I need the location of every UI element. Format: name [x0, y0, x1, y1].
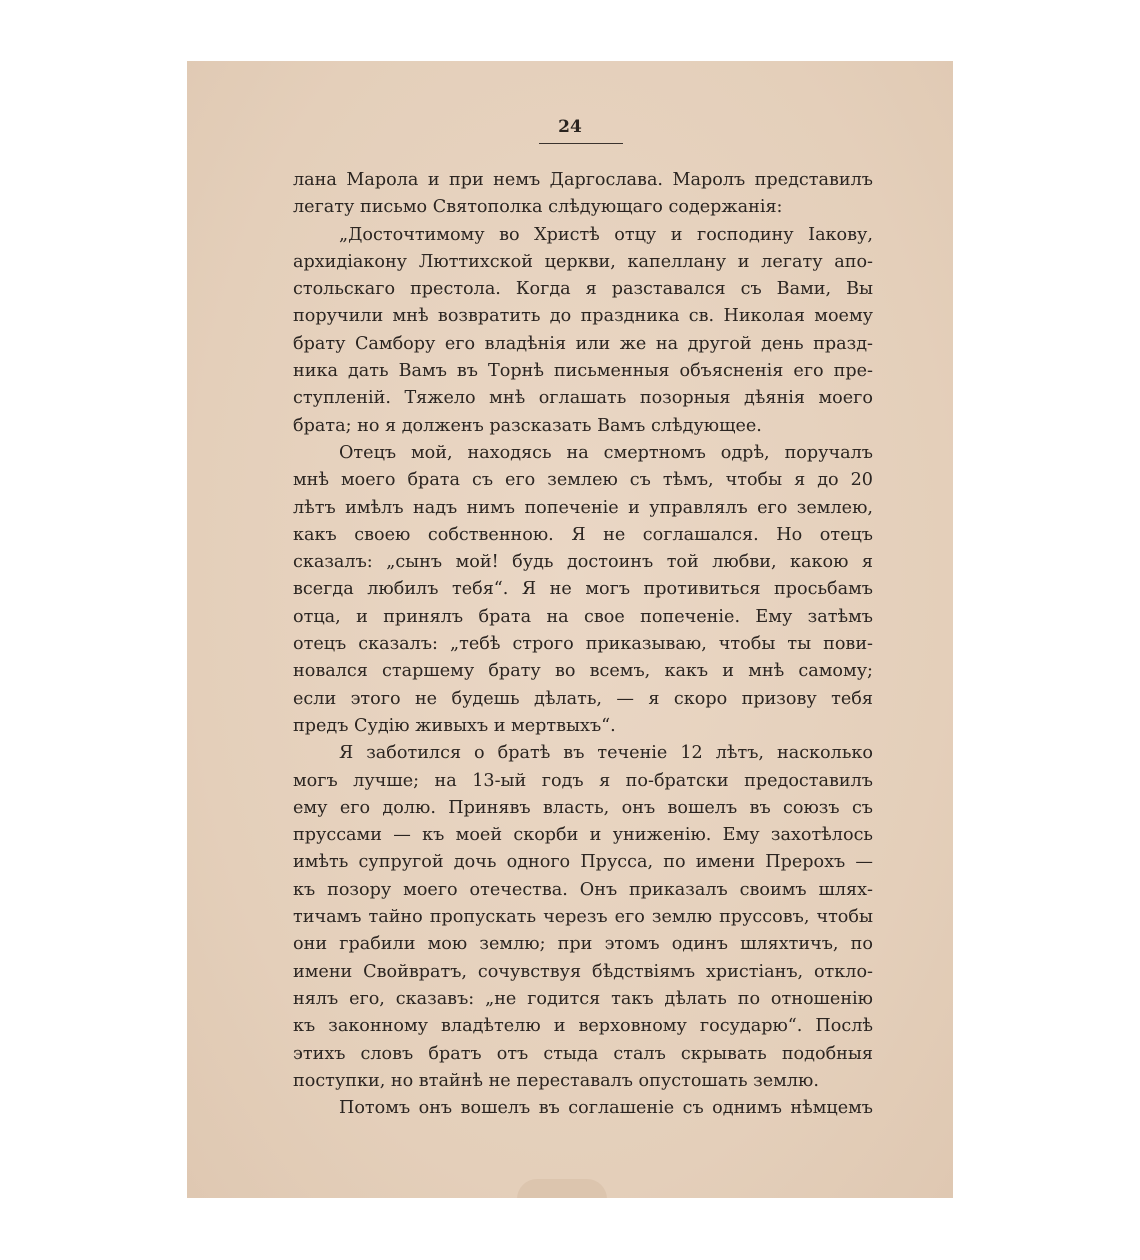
text-line: лана Марола и при немъ Даргослава. Маролъ представилъ	[293, 170, 873, 190]
body-text	[293, 167, 873, 1122]
text-line: тичамъ тайно пропускать черезъ его землю пруссовъ, чтобы	[293, 907, 873, 928]
text-line: къ позору моего отечества. Онъ приказалъ своимъ шлях-	[293, 879, 873, 900]
text-line: новался старшему брату во всемъ, какъ и мнѣ самому;	[293, 661, 873, 682]
text-line: отца, и принялъ брата на свое попеченіе. Ему затѣмъ	[293, 606, 873, 627]
text-line: если этого не будешь дѣлать, — я скоро призову тебя	[293, 688, 873, 709]
text-line: Я заботился о братѣ въ теченіе 12 лѣтъ, насколько	[339, 743, 873, 764]
text-line: этихъ словъ братъ отъ стыда сталъ скрывать подобныя	[293, 1043, 873, 1064]
page-edge-shadow	[517, 1179, 607, 1198]
text-line: ему его долю. Принявъ власть, онъ вошелъ въ союзъ съ	[293, 797, 873, 818]
text-line: Отецъ мой, находясь на смертномъ одрѣ, поручалъ	[339, 442, 873, 463]
text-line: легату письмо Святополка слѣдующаго содержанія:	[293, 197, 783, 218]
text-line: къ законному владѣтелю и верховному государю“. Послѣ	[293, 1016, 873, 1037]
text-line: пруссами — къ моей скорби и униженію. Ему захотѣлось	[293, 825, 873, 846]
text-line: всегда любилъ тебя“. Я не могъ противиться просьбамъ	[293, 579, 873, 600]
text-line: имѣть супругой дочь одного Прусса, по имени Прерохъ —	[293, 852, 873, 873]
text-line: брата; но я долженъ разсказать Вамъ слѣдующее.	[293, 415, 762, 436]
text-line: имени Свойвратъ, сочувствуя бѣдствіямъ христіанъ, откло-	[293, 961, 873, 982]
text-line: предъ Судію живыхъ и мертвыхъ“.	[293, 715, 616, 736]
text-line: Потомъ онъ вошелъ въ соглашеніе съ однимъ нѣмцемъ	[339, 1098, 873, 1119]
text-line: могъ лучше; на 13-ый годъ я по-братски предоставилъ	[293, 770, 873, 791]
book-page	[187, 61, 953, 1198]
page-number: 24	[558, 117, 582, 137]
text-line: сказалъ: „сынъ мой! будь достоинъ той любви, какою я	[293, 552, 873, 573]
text-line: поручили мнѣ возвратить до праздника св. Николая моему	[293, 306, 873, 327]
page-number-rule	[539, 143, 623, 144]
text-line: какъ своею собственною. Я не соглашался. Но отецъ	[293, 524, 873, 545]
text-line: лѣтъ имѣлъ надъ нимъ попеченіе и управлялъ его землею,	[293, 497, 873, 518]
text-line: нялъ его, сказавъ: „не годится такъ дѣлать по отношенію	[293, 988, 873, 1009]
text-line: отецъ сказалъ: „тебѣ строго приказываю, чтобы ты пови-	[293, 634, 873, 655]
text-line: стольскаго престола. Когда я разставался съ Вами, Вы	[293, 279, 873, 300]
text-line: мнѣ моего брата съ его землею съ тѣмъ, чтобы я до 20	[293, 470, 873, 491]
text-line: „Досточтимому во Христѣ отцу и господину Іакову,	[339, 224, 873, 245]
text-line: архидіакону Люттихской церкви, капеллану и легату апо-	[293, 251, 873, 272]
text-line: ступленій. Тяжело мнѣ оглашать позорныя дѣянія моего	[293, 388, 873, 409]
text-line: ника дать Вамъ въ Торнѣ письменныя объясненія его пре-	[293, 361, 873, 382]
text-line: брату Самбору его владѣнія или же на другой день празд-	[293, 333, 873, 354]
text-line: поступки, но втайнѣ не переставалъ опустошать землю.	[293, 1070, 819, 1091]
text-line: они грабили мою землю; при этомъ одинъ шляхтичъ, по	[293, 934, 873, 955]
